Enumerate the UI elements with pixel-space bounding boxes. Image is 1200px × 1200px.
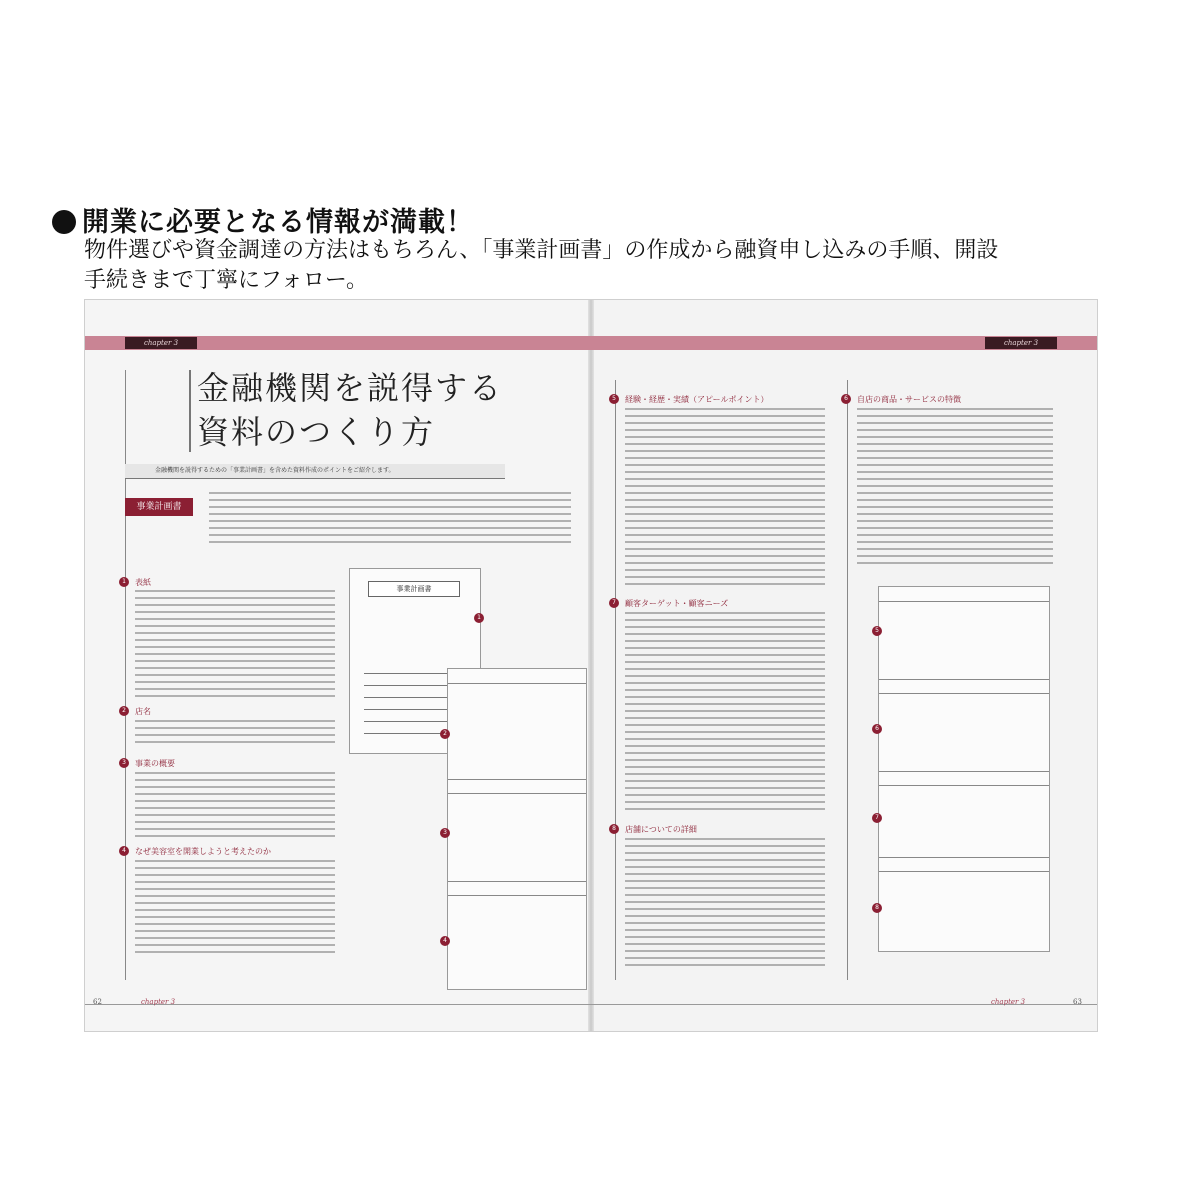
bullet-icon	[52, 210, 76, 234]
section-title: 経験・経歴・実績（アピールポイント）	[625, 395, 769, 404]
section-body	[625, 612, 825, 812]
section-body	[135, 590, 335, 700]
form-divider	[879, 679, 1049, 680]
section-title: なぜ美容室を開業しようと考えたのか	[135, 847, 271, 856]
form-title: 事業計画書	[368, 581, 460, 597]
callout-number: 7	[872, 813, 882, 823]
section-number: 3	[119, 758, 129, 768]
form-divider	[448, 779, 586, 780]
headline	[52, 200, 474, 239]
section-number: 2	[119, 706, 129, 716]
callout-number: 4	[440, 936, 450, 946]
book-gutter	[588, 300, 594, 1031]
page-footer	[85, 998, 1097, 1031]
section-title: 店舗についての詳細	[625, 825, 697, 834]
section-title: 表紙	[135, 578, 151, 587]
business-plan-right-form	[878, 586, 1050, 952]
callout-number: 8	[872, 903, 882, 913]
column-rule	[615, 380, 616, 980]
business-plan-detail-form	[447, 668, 587, 990]
chapter-tag-right: chapter 3	[985, 337, 1057, 349]
form-divider	[448, 683, 586, 684]
chapter-tag-left: chapter 3	[125, 337, 197, 349]
headline-text: 開業に必要となる情報が満載！	[82, 207, 474, 238]
form-divider	[448, 793, 586, 794]
section-number: 1	[119, 577, 129, 587]
section-body	[625, 408, 825, 588]
callout-number: 6	[872, 724, 882, 734]
section-title: 事業の概要	[135, 759, 175, 768]
section-body	[135, 772, 335, 838]
section-label: 事業計画書	[125, 498, 193, 516]
title-line-1: 金融機関を説得する	[197, 369, 504, 407]
form-divider	[879, 693, 1049, 694]
intro-text	[209, 492, 571, 548]
section-number: 7	[609, 598, 619, 608]
section-number: 8	[609, 824, 619, 834]
form-divider	[879, 785, 1049, 786]
section-title: 自店の商品・サービスの特徴	[857, 395, 961, 404]
description-line-1: 物件選びや資金調達の方法はもちろん、「事業計画書」の作成から融資申し込みの手順、開設	[84, 238, 999, 263]
callout-number: 5	[872, 626, 882, 636]
title-rule	[189, 370, 191, 452]
section-title: 顧客ターゲット・顧客ニーズ	[625, 599, 729, 608]
lead-text: 金融機関を説得するための「事業計画書」を含めた資料作成のポイントをご紹介します。	[125, 464, 505, 479]
form-divider	[879, 871, 1049, 872]
description	[84, 236, 1104, 296]
right-footer-chapter: chapter 3	[991, 998, 1026, 1006]
callout-number: 2	[440, 729, 450, 739]
callout-number: 1	[474, 613, 484, 623]
form-divider	[879, 601, 1049, 602]
section-body	[135, 720, 335, 748]
form-divider	[879, 857, 1049, 858]
right-page-number: 63	[1073, 998, 1082, 1006]
left-footer-chapter: chapter 3	[141, 998, 176, 1006]
section-number: 5	[609, 394, 619, 404]
callout-number: 3	[440, 828, 450, 838]
page-title	[197, 366, 503, 454]
form-divider	[448, 895, 586, 896]
section-title: 店名	[135, 707, 151, 716]
section-number: 6	[841, 394, 851, 404]
section-body	[625, 838, 825, 968]
description-line-2: 手続きまで丁寧にフォロー。	[84, 268, 369, 293]
left-margin-rule	[125, 370, 126, 980]
footer-rule	[85, 1004, 1097, 1005]
column-rule	[847, 380, 848, 980]
form-divider	[879, 771, 1049, 772]
book-spread-image	[84, 299, 1098, 1032]
title-line-2: 資料のつくり方	[197, 413, 436, 451]
section-number: 4	[119, 846, 129, 856]
left-page-number: 62	[93, 998, 102, 1006]
section-body	[135, 860, 335, 958]
form-divider	[448, 881, 586, 882]
section-body	[857, 408, 1053, 568]
